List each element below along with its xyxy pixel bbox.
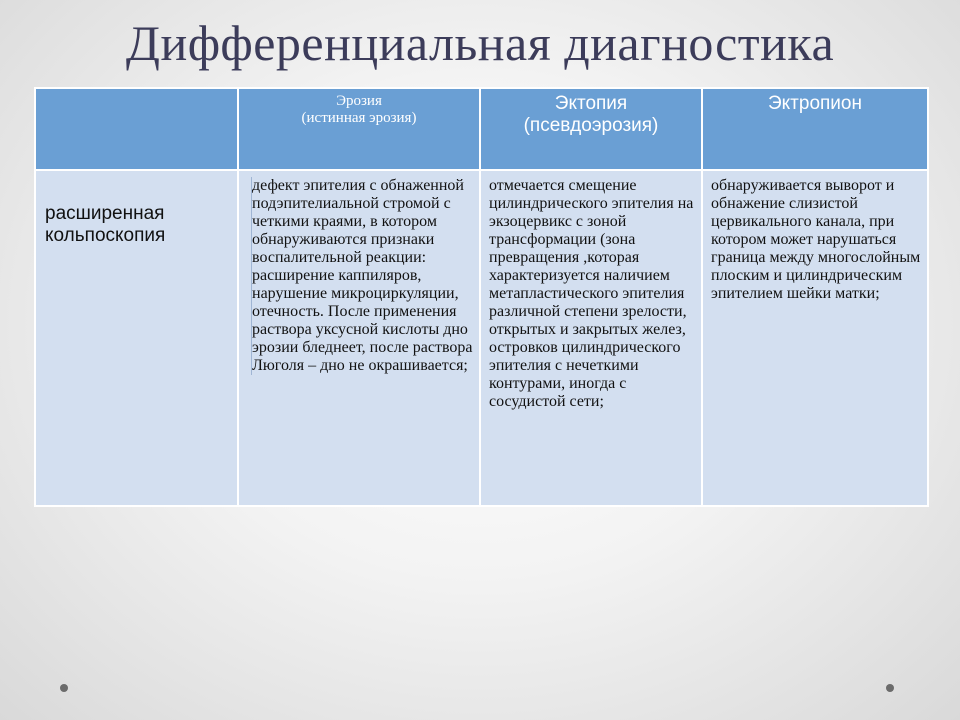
table-row	[35, 170, 928, 506]
ectropion-description: обнаруживается выворот и обнажение слизистой цервикального канала, при котором может нарушаться граница между многослойным плоским и цилиндрическим эпителием шейки матки;	[711, 177, 921, 302]
header-erosion-line1: Эрозия	[336, 93, 382, 109]
erosion-cell	[238, 170, 480, 506]
header-ectropion	[702, 88, 928, 170]
left-decor-dot	[60, 684, 68, 692]
right-decor-dot	[886, 684, 894, 692]
row-label: расширенная кольпоскопия	[45, 203, 166, 246]
header-ectopy-line2: (псевдоэрозия)	[523, 115, 659, 136]
erosion-description: дефект эпителия с обнаженной подэпителиальной стромой с четкими краями, в котором обнаруживаются признаки воспалительной реакции: расширение каппиляров, нарушение микроциркуляции, отечность. После применения раствора уксусной кислоты дно эрозии бледнеет, после раствора Люголя – дно не окрашивается;	[252, 177, 473, 374]
ectopy-cell	[480, 170, 702, 506]
header-erosion	[238, 88, 480, 170]
header-erosion-line2: (истинная эрозия)	[301, 110, 417, 126]
header-ectopy	[480, 88, 702, 170]
header-ectopy-line1: Эктопия	[554, 93, 628, 114]
header-empty-cell	[35, 88, 238, 170]
ectopy-description: отмечается смещение цилиндрического эпителия на экзоцервикс с зоной трансформации (зона превращения ,которая характеризуется наличием метапластического эпителия различной степени зрелости, открытых и закрытых желез, островков цилиндрического эпителия с нечеткими контурами, иногда с сосудистой сети;	[489, 177, 694, 410]
header-ectropion-label: Эктропион	[768, 93, 862, 114]
table-header-row	[35, 88, 928, 170]
ectropion-cell	[702, 170, 928, 506]
row-label-cell	[35, 170, 238, 506]
slide-title: Дифференциальная диагностика	[125, 15, 835, 71]
diagnosis-table	[34, 87, 929, 507]
